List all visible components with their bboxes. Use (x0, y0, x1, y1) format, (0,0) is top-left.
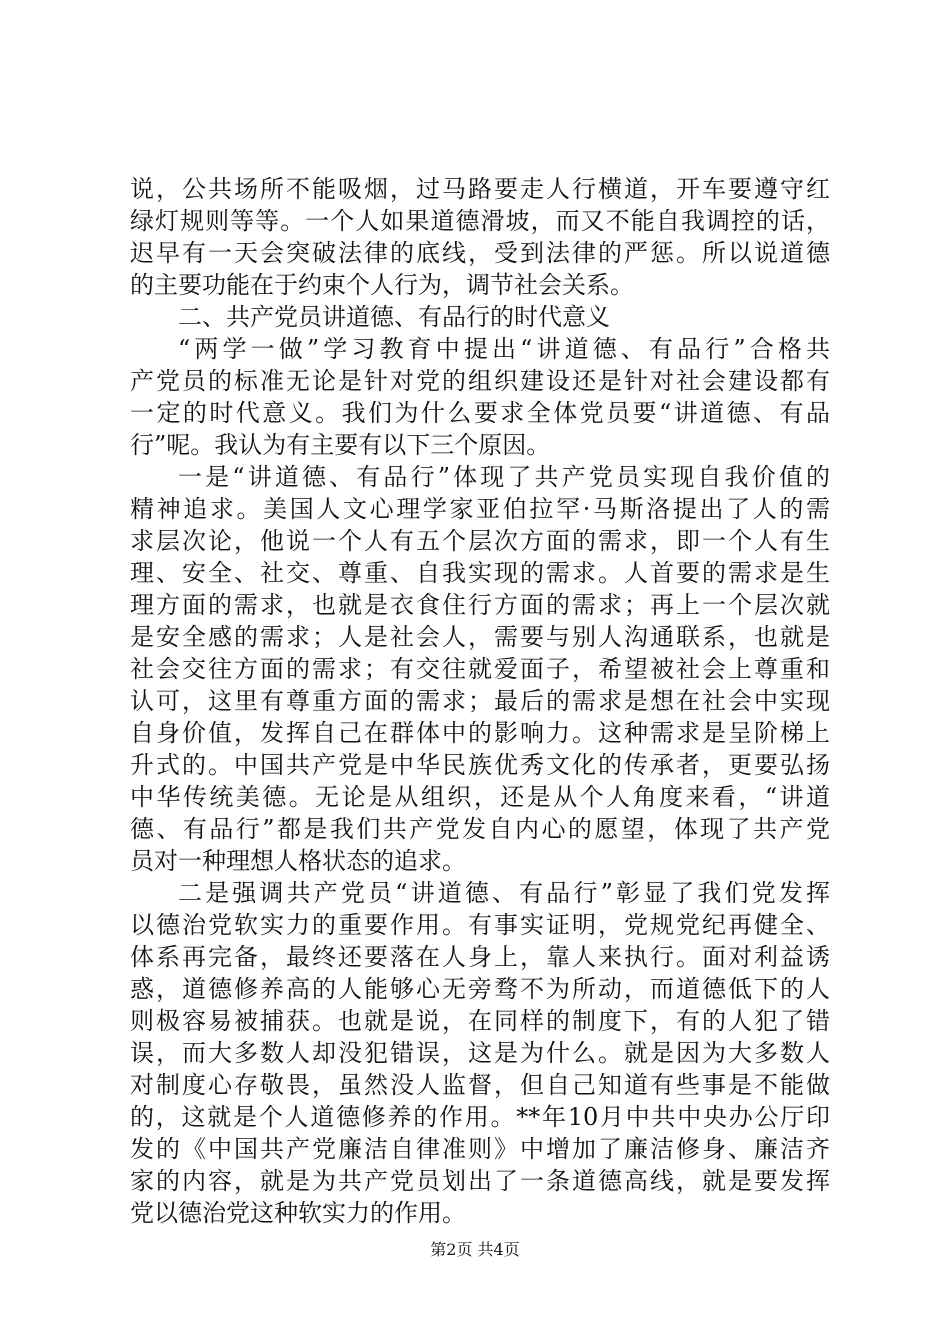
text-line: 发的《中国共产党廉洁自律准则》中增加了廉洁修身、廉洁齐 (130, 1135, 830, 1163)
text-line: 社会交往方面的需求；有交往就爱面子，希望被社会上尊重和 (130, 655, 830, 683)
text-line: 行”呢。我认为有主要有以下三个原因。 (130, 431, 551, 459)
text-line: 德、有品行”都是我们共产党发自内心的愿望，体现了共产党 (130, 815, 830, 843)
text-line: 升式的。中国共产党是中华民族优秀文化的传承者，更要弘扬 (130, 751, 830, 779)
text-line: 家的内容，就是为共产党员划出了一条道德高线，就是要发挥 (130, 1167, 830, 1195)
paragraph-p3 (130, 461, 830, 877)
text-line: 的，这就是个人道德修养的作用。**年10月中共中央办公厅印 (130, 1103, 830, 1131)
text-line: 理方面的需求，也就是衣食住行方面的需求；再上一个层次就 (130, 591, 830, 619)
text-line: 产党员的标准无论是针对党的组织建设还是针对社会建设都有 (130, 367, 830, 395)
text-line: 说，公共场所不能吸烟，过马路要走人行横道，开车要遵守红 (130, 175, 830, 203)
text-line: 误，而大多数人却没犯错误，这是为什么。就是因为大多数人 (130, 1039, 830, 1067)
text-line: 迟早有一天会突破法律的底线，受到法律的严惩。所以说道德 (130, 239, 830, 267)
text-line: “两学一做”学习教育中提出“讲道德、有品行”合格共 (178, 335, 830, 363)
paragraph-heading-2 (130, 301, 830, 333)
page-footer: 第2页 共4页 (430, 1240, 520, 1259)
text-line: 则极容易被捕获。也就是说，在同样的制度下，有的人犯了错 (130, 1007, 830, 1035)
text-line: 绿灯规则等等。一个人如果道德滑坡，而又不能自我调控的话， (130, 207, 830, 235)
text-line: 中华传统美德。无论是从组织，还是从个人角度来看，“讲道 (130, 783, 830, 811)
text-line: 一定的时代意义。我们为什么要求全体党员要“讲道德、有品 (130, 399, 830, 427)
text-line: 体系再完备，最终还要落在人身上，靠人来执行。面对利益诱 (130, 943, 830, 971)
paragraph-p2 (130, 333, 830, 461)
text-line: 认可，这里有尊重方面的需求；最后的需求是想在社会中实现 (130, 687, 830, 715)
paragraph-p1 (130, 173, 830, 301)
text-line: 理、安全、社交、尊重、自我实现的需求。人首要的需求是生 (130, 559, 830, 587)
paragraph-p4 (130, 877, 830, 1229)
document-body (130, 173, 830, 1229)
text-line: 的主要功能在于约束个人行为，调节社会关系。 (130, 271, 634, 299)
text-line: 惑，道德修养高的人能够心无旁骛不为所动，而道德低下的人 (130, 975, 830, 1003)
text-line: 员对一种理想人格状态的追求。 (130, 847, 466, 875)
text-line: 以德治党软实力的重要作用。有事实证明，党规党纪再健全、 (130, 911, 830, 939)
text-line: 党以德治党这种软实力的作用。 (130, 1199, 466, 1227)
text-line: 二、共产党员讲道德、有品行的时代意义 (178, 303, 610, 331)
text-line: 二是强调共产党员“讲道德、有品行”彰显了我们党发挥 (178, 879, 830, 907)
text-line: 自身价值，发挥自己在群体中的影响力。这种需求是呈阶梯上 (130, 719, 830, 747)
text-line: 是安全感的需求；人是社会人，需要与别人沟通联系，也就是 (130, 623, 830, 651)
text-line: 精神追求。美国人文心理学家亚伯拉罕·马斯洛提出了人的需 (130, 495, 830, 523)
text-line: 一是“讲道德、有品行”体现了共产党员实现自我价值的 (178, 463, 830, 491)
text-line: 求层次论，他说一个人有五个层次方面的需求，即一个人有生 (130, 527, 830, 555)
text-line: 对制度心存敬畏，虽然没人监督，但自己知道有些事是不能做 (130, 1071, 830, 1099)
